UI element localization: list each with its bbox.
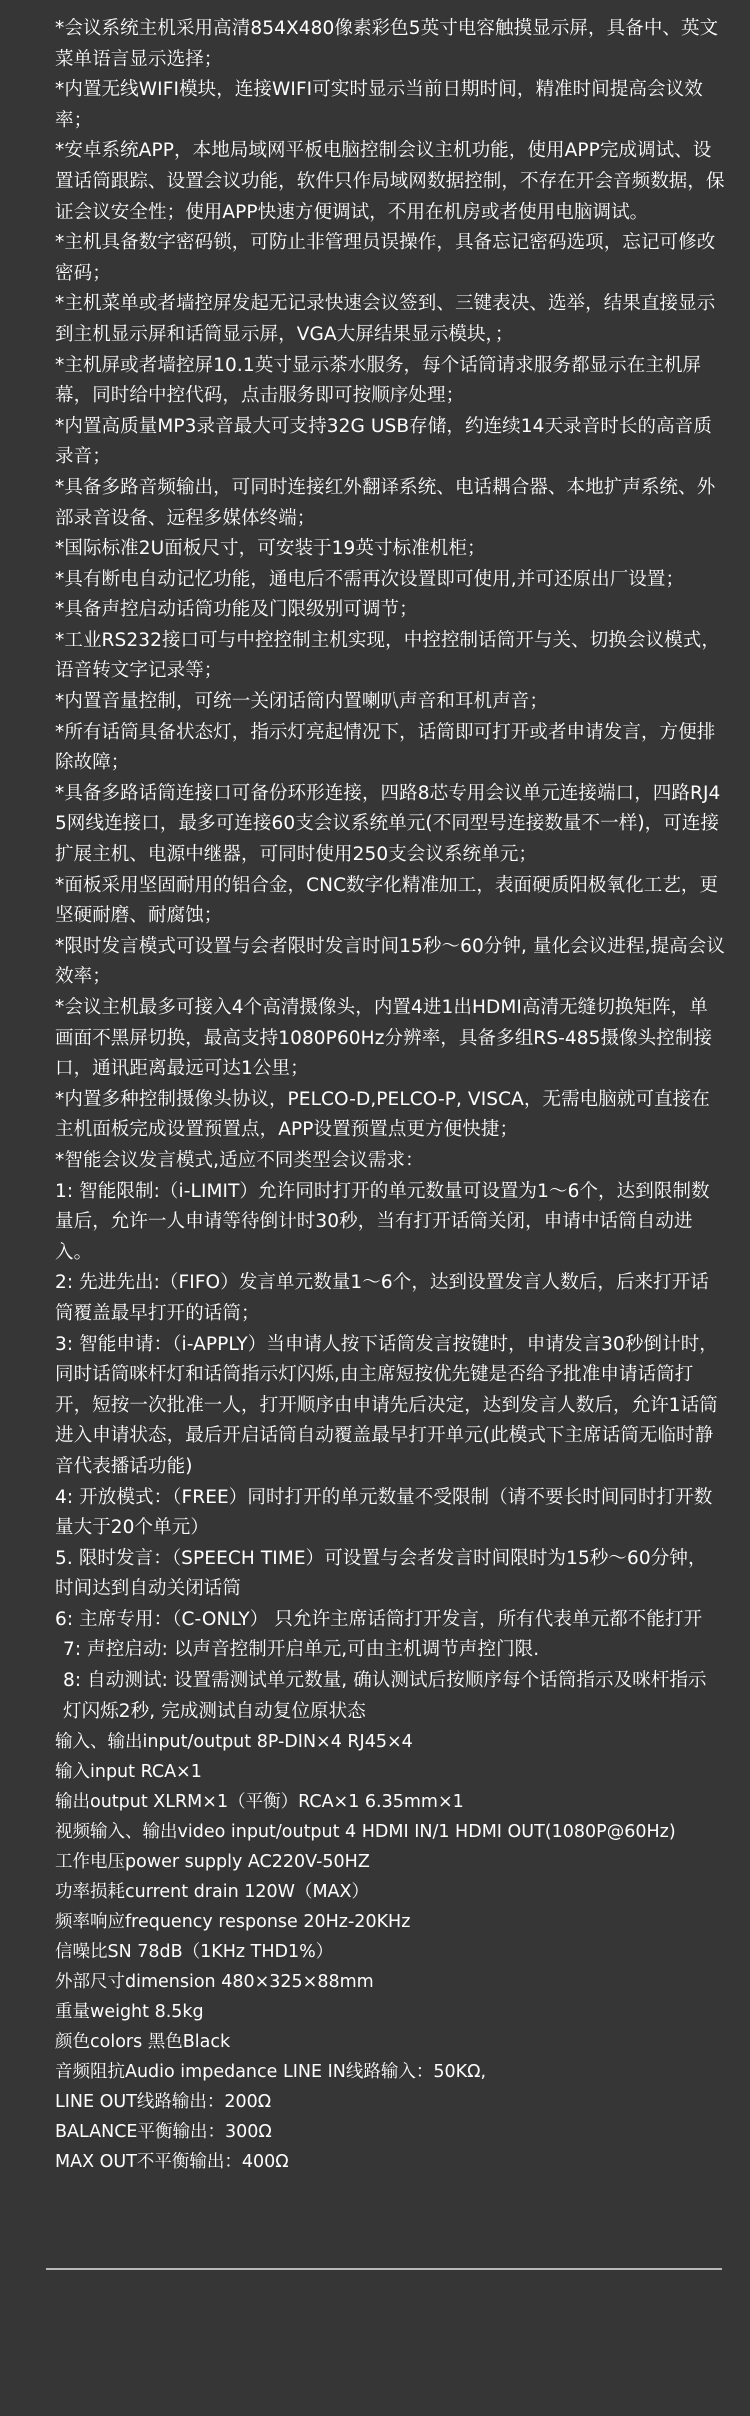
spec-item: 音频阻抗Audio impedance LINE IN线路输入：50KΩ, <box>55 2062 487 2083</box>
spec-item: LINE OUT线路输出：200Ω <box>55 2092 272 2113</box>
feature-item: *主机菜单或者墙控屏发起无记录快速会议签到、三键表决、选举，结果直接显示到主机显示屏和话筒显示屏，VGA大屏结果显示模块，； <box>55 293 716 345</box>
spec-item: 功率损耗current drain 120W（MAX） <box>55 1882 369 1903</box>
spec-item: 输入、输出input/output 8P-DIN×4 RJ45×4 <box>55 1732 413 1753</box>
bottom-divider <box>46 2268 722 2270</box>
spec-item: 重量weight 8.5kg <box>55 2002 204 2023</box>
spec-item: 视频输入、输出video input/output 4 HDMI IN/1 HDMI OUT(1080P@60Hz) <box>55 1822 676 1843</box>
spec-item: 输出output XLRM×1（平衡）RCA×1 6.35mm×1 <box>55 1792 464 1813</box>
feature-item: *内置多种控制摄像头协议，PELCO-D,PELCO-P, VISCA，无需电脑就可直接在主机面板完成设置预置点，APP设置预置点更方便快捷； <box>55 1088 710 1141</box>
mode-item: 3: 智能申请：（i-APPLY）当申请人按下话筒发言按键时，申请发言30秒倒计时，同时话筒咪杆灯和话筒指示灯闪烁,由主席短按优先键是否给予批准申请话筒打开，短按一次批准一人，打开顺序由申请先后决定，达到发言人数后，允许1话筒进入申请状态，最后开启话筒自动覆盖最早打开单元(此模式下主席话筒无临时静音代表播话功能) <box>55 1333 718 1477</box>
feature-list <box>55 14 725 1727</box>
spec-item: 外部尺寸dimension 480×325×88mm <box>55 1972 374 1993</box>
feature-item: *具备多路音频输出，可同时连接红外翻译系统、电话耦合器、本地扩声系统、外部录音设备、远程多媒体终端； <box>55 476 716 529</box>
feature-item: *内置高质量MP3录音最大可支持32G USB存储，约连续14天录音时长的高音质录音； <box>55 415 712 468</box>
spec-item: MAX OUT不平衡输出：400Ω <box>55 2152 289 2173</box>
feature-item: *主机屏或者墙控屏10.1英寸显示茶水服务，每个话筒请求服务都显示在主机屏幕，同时给中控代码，点击服务即可按顺序处理； <box>55 354 702 407</box>
spec-item: 信噪比SN 78dB（1KHz THD1%） <box>55 1942 334 1963</box>
feature-item: *具备多路话筒连接口可备份环形连接，四路8芯专用会议单元连接端口，四路RJ45网线连接口，最多可连接60支会议系统单元(不同型号连接数量不一样)，可连接扩展主机、电源中继器，可同时使用250支会议系统单元； <box>55 782 721 866</box>
feature-item: *具备声控启动话筒功能及门限级别可调节； <box>55 599 418 621</box>
spec-item: 频率响应frequency response 20Hz-20KHz <box>55 1912 411 1933</box>
spec-item: 输入input RCA×1 <box>55 1762 202 1783</box>
mode-item: 1: 智能限制:（i-LIMIT）允许同时打开的单元数量可设置为1～6个，达到限制数量后，允许一人申请等待倒计时30秒，当有打开话筒关闭，申请中话筒自动进入。 <box>55 1180 710 1263</box>
mode-item: 6: 主席专用：（C-ONLY） 只允许主席话筒打开发言，所有代表单元都不能打开 <box>55 1608 703 1630</box>
mode-item: 4: 开放模式：（FREE）同时打开的单元数量不受限制（请不要长时间同时打开数量大于20个单元） <box>55 1486 713 1539</box>
feature-item: *智能会议发言模式,适应不同类型会议需求： <box>55 1149 424 1171</box>
feature-item: *面板采用坚固耐用的铝合金，CNC数字化精准加工，表面硬质阳极氧化工艺，更坚硬耐磨、耐腐蚀； <box>55 874 719 927</box>
feature-item: *内置无线WIFI模块，连接WIFI可实时显示当前日期时间，精准时间提高会议效率； <box>55 79 703 131</box>
feature-item: *具有断电自动记忆功能，通电后不需再次设置即可使用,并可还原出厂设置； <box>55 568 685 590</box>
product-description <box>55 14 725 2177</box>
spec-list <box>55 1727 725 2177</box>
mode-item: 5. 限时发言：（SPEECH TIME）可设置与会者发言时间限时为15秒～60分钟，时间达到自动关闭话筒 <box>55 1547 707 1600</box>
feature-item: *限时发言模式可设置与会者限时发言时间15秒～60分钟, 量化会议进程,提高会议效率； <box>55 935 725 988</box>
feature-item: *会议主机最多可接入4个高清摄像头，内置4进1出HDMI高清无缝切换矩阵，单画面不黑屏切换，最高支持1080P60Hz分辨率，具备多组RS-485摄像头控制接口，通讯距离最远可达1公里； <box>55 997 713 1080</box>
feature-item: *主机具备数字密码锁，可防止非管理员误操作，具备忘记密码选项，忘记可修改密码； <box>55 232 716 284</box>
feature-item: *会议系统主机采用高清854X480像素彩色5英寸电容触摸显示屏，具备中、英文菜单语言显示选择； <box>55 18 719 70</box>
spec-item: BALANCE平衡输出：300Ω <box>55 2122 272 2143</box>
mode-item: 2: 先进先出:（FIFO）发言单元数量1～6个，达到设置发言人数后，后来打开话筒覆盖最早打开的话筒； <box>55 1272 709 1324</box>
feature-item: *国际标准2U面板尺寸，可安装于19英寸标准机柜； <box>55 538 486 560</box>
feature-item: *安卓系统APP，本地局域网平板电脑控制会议主机功能，使用APP完成调试、设置话筒跟踪、设置会议功能，软件只作局域网数据控制，不存在开会音频数据，保证会议安全性；使用APP快速方便调试，不用在机房或者使用电脑调试。 <box>55 140 725 223</box>
feature-item: *所有话筒具备状态灯，指示灯亮起情况下，话筒即可打开或者申请发言，方便排除故障； <box>55 721 716 774</box>
mode-item: 7: 声控启动: 以声音控制开启单元,可由主机调节声控门限. <box>63 1639 540 1661</box>
spec-item: 工作电压power supply AC220V-50HZ <box>55 1852 370 1873</box>
spec-item: 颜色colors 黑色Black <box>55 2032 231 2053</box>
feature-item: *工业RS232接口可与中控控制主机实现，中控控制话筒开与关、切换会议模式，语音转文字记录等； <box>55 629 720 682</box>
mode-item: 8: 自动测试: 设置需测试单元数量, 确认测试后按顺序每个话筒指示及咪杆指示灯闪烁2秒, 完成测试自动复位原状态 <box>63 1670 707 1722</box>
feature-item: *内置音量控制，可统一关闭话筒内置喇叭声音和耳机声音； <box>55 691 548 713</box>
